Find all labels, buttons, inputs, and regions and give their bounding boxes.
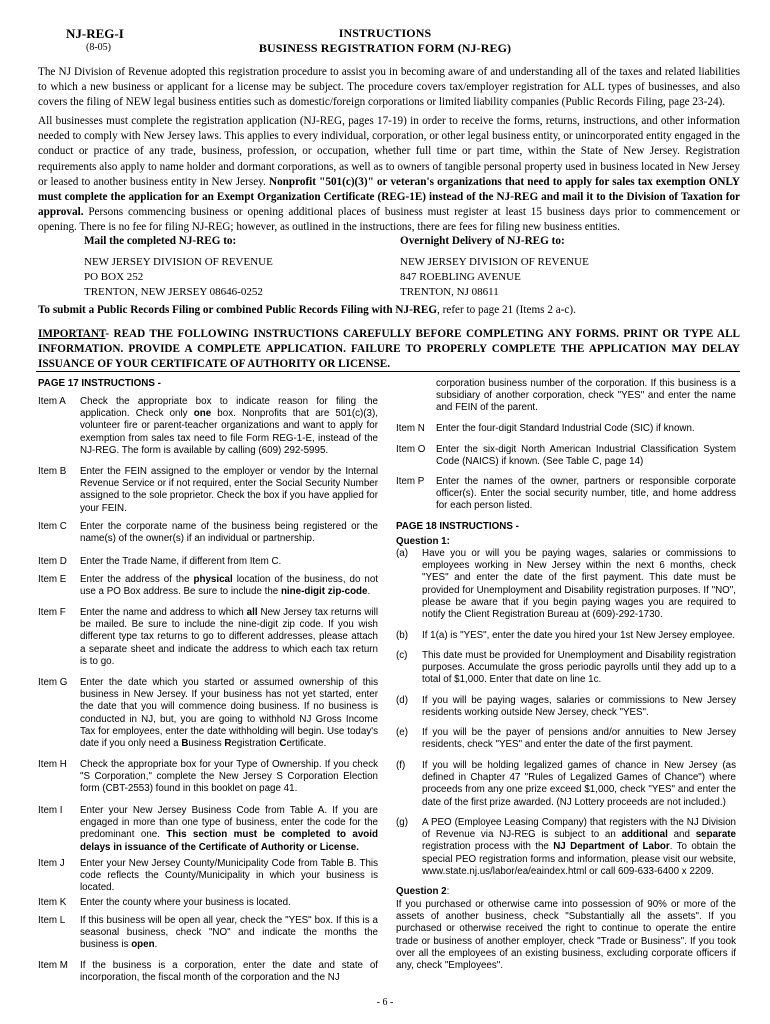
item-p: Item P Enter the names of the owner, partners or responsible corporate officer(s). Enter the social security number, title, and home address for each person listed.: [396, 476, 736, 512]
item-e: Item E Enter the address of the physical location of the business, do not use a PO Box address. Be sure to include the nine-digit zip-code.: [38, 574, 378, 598]
question-1f: (f) If you will be holding legalized games of chance in New Jersey (as defined in Chapter 47 "Rules of Legalized Games of Chance") where proceeds from any one prize exceed $1,000, check "YES" and enter the date of the first prize awarded. (NJ Lottery proceeds are not included.): [396, 760, 736, 808]
question-2-colon: :: [446, 886, 450, 897]
question-1c: (c) This date must be provided for Unemployment and Disability registration purposes. Accumulate the gross periodic payrolls until they add up to a total of $1,000. Enter that date on line 1c.: [396, 650, 736, 686]
overnight-line-3: TRENTON, NJ 08611: [400, 286, 499, 298]
intro-paragraph-1: The NJ Division of Revenue adopted this registration procedure to assist you in becoming aware of and understanding all of the taxes and related liabilities to which a new business or applicant for a license may be subject. The procedure covers tax/employer registration for ALL types of businesses, and also covers the filing of NEW legal business entities such as domestic/foreign corporations or limited liability companies (Public Records Filing, page 23-24).: [38, 66, 740, 109]
overnight-line-1: NEW JERSEY DIVISION OF REVENUE: [400, 256, 589, 268]
intro-p2-text: All businesses must complete the registration application (NJ-REG, pages 17-19) in order to receive the forms, returns, instructions, and other information needed to comply with New Jersey laws. This applies to every individual, corporation, or other legal business entity, or unincorporated entity engaged in the conduct or practice of any trade, business, profession, or occupation, whether full time or part time, within the State of New Jersey. Registration requirements also apply to name holder and dormant corporations, as well as to owners of tangible personal property used in business located in New Jersey or leased to another business entity in New Jersey.: [38, 115, 740, 188]
question-1a: (a) Have you or will you be paying wages, salaries or commissions to employees working in New Jersey within the next 6 months, check "YES" and enter the date of the first payment. This date must be provided for Unemployment and Disability registration purposes. If "NO", please be aware that if you begin paying wages you are required to notify the Client Registration Bureau at (609)-292-1730.: [396, 548, 736, 621]
question-1g: (g) A PEO (Employee Leasing Company) that registers with the NJ Division of Revenue via NJ-REG is subject to an additional and separate registration process with the NJ Department of Labor. To obtain the special PEO registration forms and information, please visit our website, www.state.nj.us/labor/ea/eaindex.html or call 609-633-6400 x 2209.: [396, 817, 737, 877]
nonprofit-notice: Nonprofit "501(c)(3)" or veteran's organizations that need to apply for sales tax exemption ONLY must complete the application for an Exempt Organization Certificate (REG-1E) instead of the NJ-REG and mail it to the Division of Taxation for approval.: [38, 175, 740, 219]
item-label: Item P: [396, 476, 425, 487]
overnight-heading: Overnight Delivery of NJ-REG to:: [400, 235, 565, 247]
item-k: Item K Enter the county where your business is located.: [38, 897, 291, 908]
form-revision: (8-05): [86, 42, 111, 53]
question-2-heading: [396, 886, 736, 898]
item-l: Item L If this business will be open all year, check the "YES" box. If this is a seasonal business, check "NO" and indicate the months the business is open.: [38, 915, 378, 951]
item-label: Item E: [38, 574, 67, 585]
item-a: Item A Check the appropriate box to indicate reason for filing the application. Check only one box. Nonprofits that are 501(c)(3), volunteer fire or parent-teacher organizations and want to apply for exemption from sales tax need to file Form REG-1-E, instead of the NJ-REG. The form is available by calling (609) 292-5995.: [38, 396, 378, 456]
item-j: Item J Enter your New Jersey County/Municipality Code from Table B. This code reflects the County/Municipality in which your business is located.: [38, 858, 378, 894]
form-id: NJ-REG-I: [66, 26, 124, 41]
item-h: Item H Check the appropriate box for your Type of Ownership. If you check "S Corporation," complete the New Jersey S Corporation Election form (CBT-2553) found in this booklet on page 41.: [38, 759, 378, 795]
page-subtitle: BUSINESS REGISTRATION FORM (NJ-REG): [258, 41, 512, 55]
mail-heading: Mail the completed NJ-REG to:: [84, 235, 237, 247]
item-label: Item I: [38, 805, 63, 816]
item-label: Item K: [38, 897, 67, 908]
page18-heading: [396, 521, 736, 533]
important-notice: [38, 327, 740, 373]
divider: [36, 371, 740, 372]
question-1b: (b) If 1(a) is "YES", enter the date you hired your 1st New Jersey employee.: [396, 630, 735, 641]
public-records-note: [38, 304, 576, 316]
item-label: Item C: [38, 521, 67, 532]
item-c: Item C Enter the corporate name of the business being registered or the name(s) of the owner(s) if an individual or partnership.: [38, 521, 378, 545]
important-text: - READ THE FOLLOWING INSTRUCTIONS CAREFULLY BEFORE COMPLETING ANY FORMS. PRINT OR TYPE ALL INFORMATION. PROVIDE A COMPLETE APPLICATION. FAILURE TO PROPERLY COMPLETE THE APPLICATION MAY DELAY ISSUANCE OF YOUR CERTIFICATE OF AUTHORITY OR LICENSE.: [38, 328, 740, 371]
item-label: Item B: [38, 466, 67, 477]
overnight-address: [400, 255, 589, 300]
intro-paragraph-2: [38, 114, 740, 236]
page17-heading-text: PAGE 17 INSTRUCTIONS -: [38, 378, 161, 389]
item-label: Item L: [38, 915, 66, 926]
item-g: Item G Enter the date which you started or assumed ownership of this business in New Jersey. If your business has not yet started, enter the date that you will commence doing business. If no business is conducted in NJ, but, you are going to withhold NJ Gross Income Tax for employees, enter the date withholding will begin. Use today's date if you only need a Business Registration Certificate.: [38, 677, 378, 750]
important-label: IMPORTANT: [38, 328, 106, 340]
item-m-continued: corporation business number of the corporation. If this business is a subsidiary of another corporation, check "YES" and enter the name and FEIN of the parent.: [436, 378, 736, 414]
question-1e: (e) If you will be the payer of pensions and/or annuities to New Jersey residents, check "YES" and enter the date of the first payment.: [396, 727, 736, 751]
item-label: Item N: [396, 423, 425, 434]
page-title: INSTRUCTIONS: [338, 26, 432, 40]
public-records-note-bold: To submit a Public Records Filing or combined Public Records Filing with NJ-REG: [38, 304, 438, 316]
question-1d: (d) If you will be paying wages, salaries or commissions to New Jersey residents working outside New Jersey, check "YES".: [396, 695, 736, 719]
question-1-heading: [396, 536, 736, 548]
item-label: Item H: [38, 759, 67, 770]
mail-line-1: NEW JERSEY DIVISION OF REVENUE: [84, 256, 273, 268]
intro-p2-text-2: Persons commencing business or opening additional places of business must register at least 15 business days prior to commencement or opening. There is no fee for filing NJ-REG; however, as outlined in the instructions, there are fees for filing new business entities.: [38, 206, 740, 234]
item-f: Item F Enter the name and address to which all New Jersey tax returns will be mailed. Be sure to include the nine-digit zip code. If you wish different type tax returns to go to different addresses, please attach a separate sheet and indicate the address to which each tax return is to go.: [38, 607, 378, 667]
item-label: Item F: [38, 607, 66, 618]
page-number: - 6 -: [376, 997, 394, 1008]
item-label: Item D: [38, 556, 67, 567]
item-d: Item D Enter the Trade Name, if different from Item C.: [38, 556, 282, 567]
item-o: Item O Enter the six-digit North American Industrial Classification System Code (NAICS) if known. (See Table C, page 14): [396, 444, 736, 468]
item-n: Item N Enter the four-digit Standard Industrial Code (SIC) if known.: [396, 423, 695, 434]
mail-line-3: TRENTON, NEW JERSEY 08646-0252: [84, 286, 263, 298]
item-m: Item M If the business is a corporation, enter the date and state of incorporation, the fiscal month of the corporation and the NJ: [38, 960, 378, 984]
mail-address: [84, 255, 273, 300]
item-label: Item A: [38, 396, 66, 407]
question-2-label: Question 2: [396, 886, 447, 897]
item-label: Item G: [38, 677, 68, 688]
item-i: Item I Enter your New Jersey Business Code from Table A. If you are engaged in more than one type of business, enter the code for the predominant one. This section must be completed to avoid delays in issuance of the Certificate of Authority or License.: [38, 805, 378, 853]
page17-heading: [38, 378, 378, 390]
overnight-line-2: 847 ROEBLING AVENUE: [400, 271, 521, 283]
item-b: Item B Enter the FEIN assigned to the employer or vendor by the Internal Revenue Service or if not required, enter the Social Security Number assigned to the sole proprietor. Check the box if you have applied for your FEIN.: [38, 466, 378, 514]
page18-heading-text: PAGE 18 INSTRUCTIONS -: [396, 521, 519, 532]
public-records-note-text: , refer to page 21 (Items 2 a-c).: [437, 304, 576, 316]
mail-line-2: PO BOX 252: [84, 271, 144, 283]
question-2-text: If you purchased or otherwise came into possession of 90% or more of the assets of another business, check "Substantially all the assets". If you purchased or otherwise received the right to continue to operate the entire trade or business of another employer, check "Trade or Business". If you took over all the employees of an existing business, excluding corporate officers if any, check "Employees".: [396, 899, 736, 972]
item-label: Item J: [38, 858, 65, 869]
item-label: Item O: [396, 444, 426, 455]
item-label: Item M: [38, 960, 68, 971]
question-1-label: Question 1:: [396, 536, 450, 547]
